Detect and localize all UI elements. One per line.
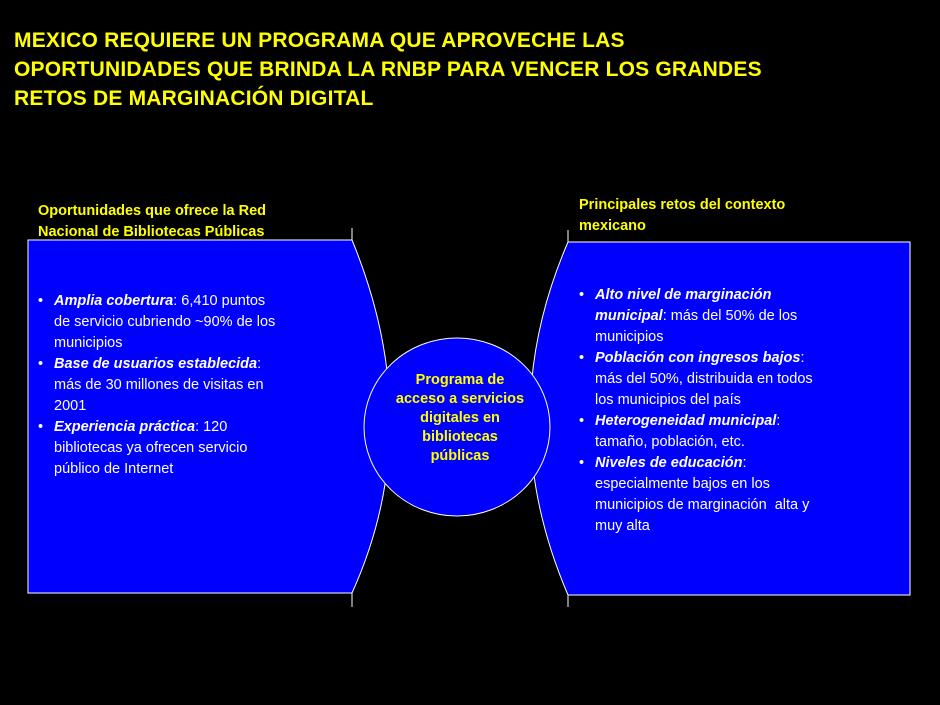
opportunities-list xyxy=(38,291,348,480)
bullet: • xyxy=(38,356,44,372)
bullet: • xyxy=(579,350,585,366)
item-line: especialmente bajos en los xyxy=(595,476,770,492)
item-line: más del 50%, distribuida en todos xyxy=(595,371,813,387)
heading-line: Nacional de Bibliotecas Públicas xyxy=(38,224,265,240)
heading-line: Oportunidades que ofrece la Red xyxy=(38,203,267,219)
item-term: Experiencia práctica xyxy=(54,419,196,435)
item-line: más de 30 millones de visitas en xyxy=(54,377,264,393)
list-item xyxy=(38,354,348,417)
item-line: municipios de marginación alta y xyxy=(595,497,810,513)
list-item xyxy=(579,285,889,348)
item-term: Base de usuarios establecida xyxy=(54,356,258,372)
item-line: muy alta xyxy=(595,518,650,534)
right-panel-heading xyxy=(579,195,785,237)
item-first-line xyxy=(54,417,348,438)
item-rest: más del 50% de los xyxy=(666,308,798,324)
item-line: de servicio cubriendo ~90% de los xyxy=(54,314,276,330)
item-rest: 120 xyxy=(199,419,228,435)
center-program-label xyxy=(370,371,550,466)
item-colon: : xyxy=(195,419,200,435)
center-line: acceso a servicios xyxy=(395,391,525,407)
item-colon: : xyxy=(800,350,805,366)
bullet: • xyxy=(579,287,585,303)
bullet: • xyxy=(579,455,585,471)
item-colon: : xyxy=(742,455,747,471)
item-rest: 6,410 puntos xyxy=(177,293,266,309)
challenges-list xyxy=(579,285,889,537)
item-term-line xyxy=(595,411,889,432)
list-item xyxy=(38,417,348,480)
item-line: 2001 xyxy=(54,398,87,414)
bullet: • xyxy=(579,413,585,429)
item-line: municipios xyxy=(595,329,664,345)
item-term: Población con ingresos bajos xyxy=(595,350,801,366)
item-term: Heterogeneidad municipal xyxy=(595,413,777,429)
item-first-line xyxy=(54,291,348,312)
title-line: MEXICO REQUIERE UN PROGRAMA QUE APROVECHE LAS xyxy=(14,29,625,52)
item-term-line xyxy=(595,348,889,369)
item-line: los municipios del país xyxy=(595,392,741,408)
item-line: tamaño, población, etc. xyxy=(595,434,745,450)
center-line: bibliotecas xyxy=(422,429,498,445)
bullet: • xyxy=(38,419,44,435)
center-line: digitales en xyxy=(420,410,500,426)
item-colon: : xyxy=(257,356,262,372)
list-item xyxy=(579,348,889,411)
title-line: OPORTUNIDADES QUE BRINDA LA RNBP PARA VENCER LOS GRANDES xyxy=(14,58,762,81)
item-term-line xyxy=(595,306,889,327)
item-term: Alto nivel de marginación xyxy=(595,287,772,303)
item-term: municipal xyxy=(595,308,663,324)
list-item xyxy=(38,291,348,354)
item-first-line xyxy=(54,354,348,375)
item-line: bibliotecas ya ofrecen servicio xyxy=(54,440,248,456)
center-line: públicas xyxy=(430,448,490,464)
item-colon: : xyxy=(776,413,781,429)
bullet: • xyxy=(38,293,44,309)
heading-line: mexicano xyxy=(579,218,646,234)
item-line: municipios xyxy=(54,335,123,351)
list-item xyxy=(579,453,889,537)
item-line: público de Internet xyxy=(54,461,174,477)
item-colon: : xyxy=(173,293,178,309)
item-colon: : xyxy=(662,308,667,324)
item-term: Niveles de educación xyxy=(595,455,743,471)
center-line: Programa de xyxy=(415,372,505,388)
item-term-line xyxy=(595,453,889,474)
left-panel-heading xyxy=(38,201,266,243)
list-item xyxy=(579,411,889,453)
item-term: Amplia cobertura xyxy=(54,293,174,309)
title-line: RETOS DE MARGINACIÓN DIGITAL xyxy=(14,87,374,110)
heading-line: Principales retos del contexto xyxy=(579,197,786,213)
